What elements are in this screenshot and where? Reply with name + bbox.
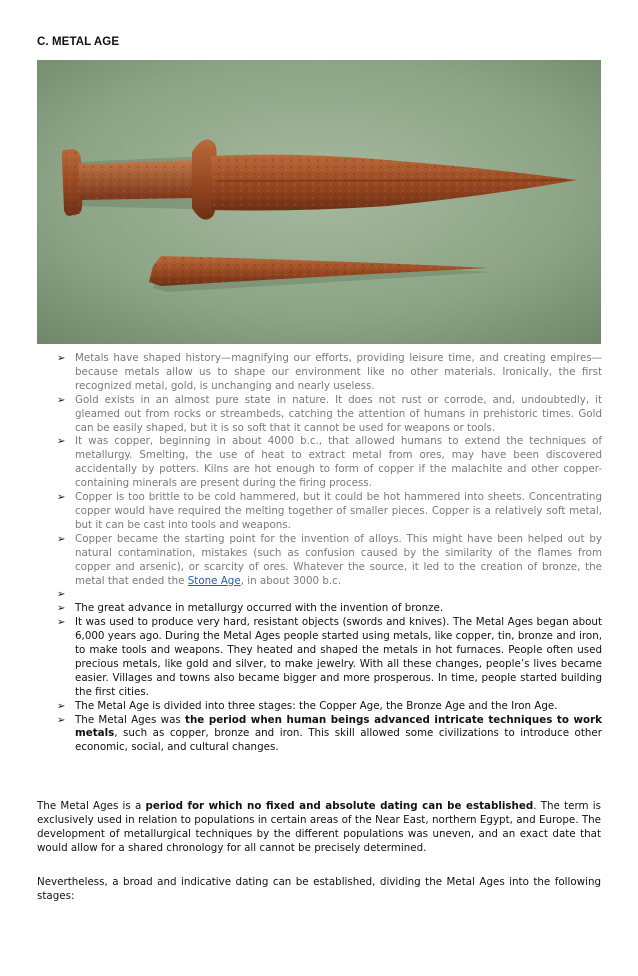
list-item: ➢ It was copper, beginning in about 4000 b.c., that allowed humans to extend the techniques of metallurgy. Smelting, the use of heat to extract metal from ores, may have been discovered accidentally by potters. Kilns are hot enough to form of copper if the malachite and other copper-containing minerals are present during the firing process. [57,435,602,490]
paragraph-dating: The Metal Ages is a period for which no fixed and absolute dating can be established. The term is exclusively used in relation to populations in certain areas of the Near East, northern Egypt, and Europe. The development of metallurgical techniques by the different populations was uneven, and an exact date that would allow for a shared chronology for all cannot be precisely determined. [37,800,601,854]
arrow-bullet-icon: ➢ [57,603,66,615]
paragraph-stages: Nevertheless, a broad and indicative dating can be established, dividing the Metal Ages into the following stages: [37,876,601,902]
list-item: ➢ The great advance in metallurgy occurred with the invention of bronze. [57,602,444,615]
artifact-photo [37,60,601,344]
arrow-bullet-icon: ➢ [57,533,66,545]
arrow-bullet-icon: ➢ [57,394,66,406]
arrow-bullet-icon: ➢ [57,589,66,601]
section-heading: C. METAL AGE [37,36,120,48]
arrow-bullet-icon: ➢ [57,617,66,629]
list-item-empty [57,588,602,602]
list-item: ➢ Gold exists in an almost pure state in nature. It does not rust or corrode, and, undoubtedly, it gleamed out from rocks or streambeds, catching the attention of humans in prehistoric times. Gold can be easily shaped, but it is so soft that it cannot be used for weapons or tools. [57,393,602,434]
list-item: ➢ Copper became the starting point for the invention of alloys. This might have been helped out by natural contamination, mistakes (such as confusion caused by the similarity of the flames from copper and arsenic), or scarcity of ores. Whatever the source, it led to the creation of bronze, the metal that ended the Stone Age, in about 3000 b.c. [57,532,602,587]
stone-age-link[interactable]: Stone Age [187,574,241,587]
arrow-bullet-icon: ➢ [57,436,66,448]
bullet-list [57,352,602,755]
list-item: ➢ Metals have shaped history—magnifying our efforts, providing leisure time, and creating empires—because metals allow us to shape our environment like no other materials. Ironically, the first recognized metal, gold, is unchanging and nearly useless. [57,352,602,392]
arrow-bullet-icon: ➢ [57,714,66,726]
arrow-bullet-icon: ➢ [57,700,66,712]
arrow-bullet-icon: ➢ [57,492,66,504]
list-item: ➢ Copper is too brittle to be cold hammered, but it could be hot hammered into sheets. Concentrating copper would have required the melting together of smaller pieces. Copper is a relatively soft metal, but it can be cast into tools and weapons. [57,491,602,531]
list-item: ➢ It was used to produce very hard, resistant objects (swords and knives). The Metal Ages began about 6,000 years ago. During the Metal Ages people started using metals, like copper, tin, bronze and iron, to make tools and weapons. They heated and shaped the metals in hot furnaces. People often used precious metals, like gold and silver, to make jewelry. With all these changes, people’s lives became easier. Villages and towns also became bigger and more prosperous. In time, people started building the first cities. [57,616,602,698]
list-item: ➢ The Metal Ages was the period when human beings advanced intricate techniques to work metals, such as copper, bronze and iron. This skill allowed some civilizations to introduce other economic, social, and cultural changes. [57,713,603,754]
list-item: ➢ The Metal Age is divided into three stages: the Copper Age, the Bronze Age and the Iron Age. [57,699,558,712]
arrow-bullet-icon: ➢ [57,353,66,364]
